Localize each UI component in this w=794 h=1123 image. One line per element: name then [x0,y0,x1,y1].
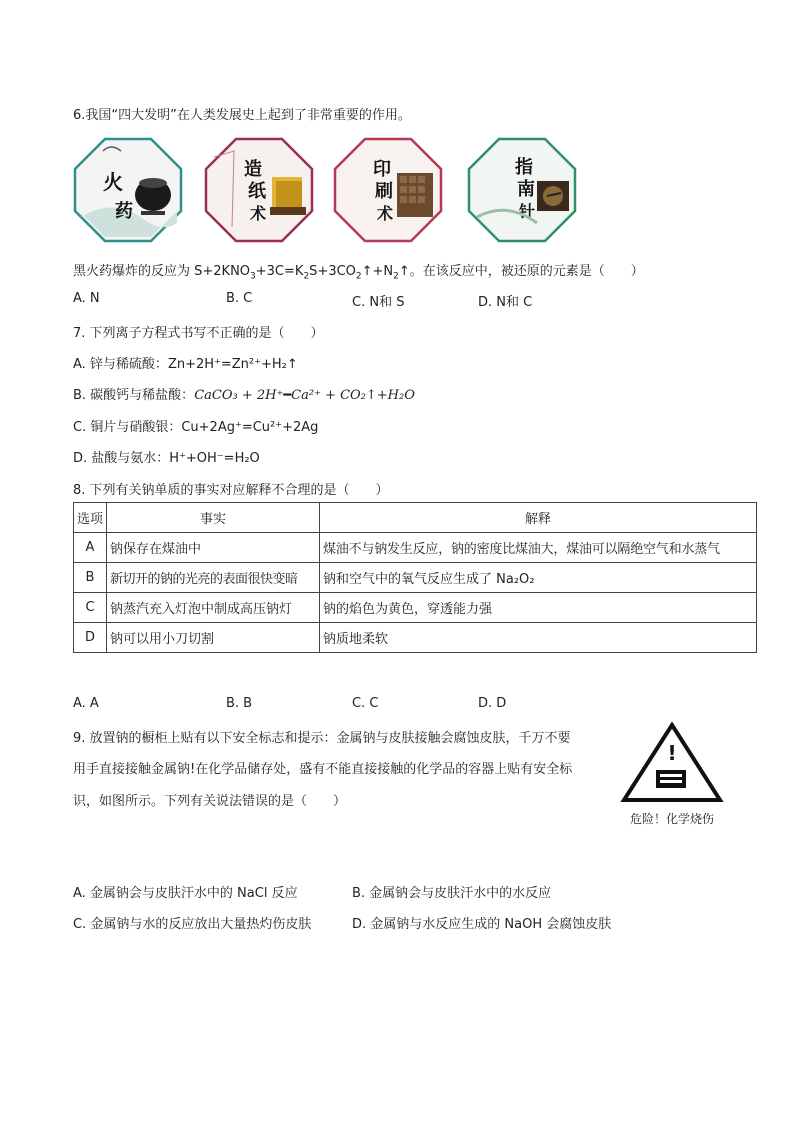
table-row [74,623,757,653]
invention-image-papermaking [204,137,314,243]
warning-triangle-icon [620,722,724,804]
q8-option-d[interactable]: D. D [478,696,507,711]
q9-option-a[interactable]: A. 金属钠会与皮肤汗水中的 NaCl 反应 [73,886,298,901]
svg-text:指: 指 [515,157,533,178]
svg-text:药: 药 [115,201,133,222]
header-fact: 事实 [107,503,320,533]
svg-text:造: 造 [244,159,262,180]
row-explanation: 钠质地柔软 [320,623,757,653]
row-fact: 新切开的钠的光亮的表面很快变暗 [107,563,320,593]
q7-stem: 7. 下列离子方程式书写不正确的是（ ） [73,326,324,341]
header-explanation: 解释 [320,503,757,533]
svg-text:南: 南 [517,179,535,200]
table-row [74,563,757,593]
q6-option-a[interactable]: A. N [73,291,100,306]
svg-text:术: 术 [377,204,394,223]
svg-text:印: 印 [373,159,391,180]
header-option: 选项 [74,503,107,533]
invention-image-compass [467,137,577,243]
q8-option-a[interactable]: A. A [73,696,99,711]
q6-option-c[interactable]: C. N和 S [352,295,405,310]
q9-stem-line1: 9. 放置钠的橱柜上贴有以下安全标志和提示：金属钠与皮肤接触会腐蚀皮肤，千万不要 [73,731,571,746]
gunpowder-bowl-icon [73,137,183,243]
q7-option-d[interactable]: D. 盐酸与氨水：H⁺+OH⁻=H₂O [73,451,260,466]
q9-option-d[interactable]: D. 金属钠与水反应生成的 NaOH 会腐蚀皮肤 [352,917,612,932]
invention-image-gunpowder [73,137,183,243]
q6-stem: 6.我国“四大发明”在人类发展史上起到了非常重要的作用。 [73,108,411,123]
q6-option-d[interactable]: D. N和 C [478,295,533,310]
table-row [74,533,757,563]
svg-text:针: 针 [519,202,536,221]
q9-option-c[interactable]: C. 金属钠与水的反应放出大量热灼伤皮肤 [73,917,312,932]
svg-text:火: 火 [103,170,123,194]
table-header-row [74,503,757,533]
q9-option-b[interactable]: B. 金属钠会与皮肤汗水中的水反应 [352,886,552,901]
q9-stem-line2: 用手直接接触金属钠!在化学品储存处，盛有不能直接接触的化学品的容器上贴有安全标 [73,762,573,777]
row-fact: 钠保存在煤油中 [107,533,320,563]
q8-table [73,502,757,653]
paper-sheets-icon [204,137,314,243]
svg-text:刷: 刷 [375,181,393,202]
sign-caption: 危险！化学烧伤 [629,812,714,826]
row-explanation: 钠和空气中的氧气反应生成了 Na₂O₂ [320,563,757,593]
row-explanation: 煤油不与钠发生反应，钠的密度比煤油大，煤油可以隔绝空气和水蒸气 [320,533,757,563]
svg-text:术: 术 [250,204,267,223]
table-row [74,593,757,623]
q8-option-c[interactable]: C. C [352,696,379,711]
q6-prompt: 黑火药爆炸的反应为 $S+2KNO_3+3C=K_2S+3CO_2↑+N_2↑$。在该反应中，被还原的元素是（ ） [73,264,644,282]
chemical-burn-sign [620,722,724,826]
svg-text:!: ! [667,741,677,765]
q8-option-b[interactable]: B. B [226,696,253,711]
q7-option-a[interactable]: A. 锌与稀硫酸：Zn+2H⁺=Zn²⁺+H₂↑ [73,357,298,372]
q9-stem-line3: 识，如图所示。下列有关说法错误的是（ ） [73,794,347,809]
row-fact: 钠可以用小刀切割 [107,623,320,653]
invention-image-printing [333,137,443,243]
q8-stem: 8. 下列有关钠单质的事实对应解释不合理的是（ ） [73,483,389,498]
compass-spoon-icon [467,137,577,243]
row-explanation: 钠的焰色为黄色，穿透能力强 [320,593,757,623]
row-option: B [74,563,107,593]
row-option: C [74,593,107,623]
q7-option-b[interactable]: B. 碳酸钙与稀盐酸：CaCO₃ + 2H⁺━Ca²⁺ + CO₂↑+H₂O [73,388,415,403]
row-fact: 钠蒸汽充入灯泡中制成高压钠灯 [107,593,320,623]
row-option: A [74,533,107,563]
q7-option-c[interactable]: C. 铜片与硝酸银：Cu+2Ag⁺=Cu²⁺+2Ag [73,420,319,435]
printing-block-icon [333,137,443,243]
row-option: D [74,623,107,653]
svg-text:纸: 纸 [248,181,266,202]
q6-option-b[interactable]: B. C [226,291,253,306]
